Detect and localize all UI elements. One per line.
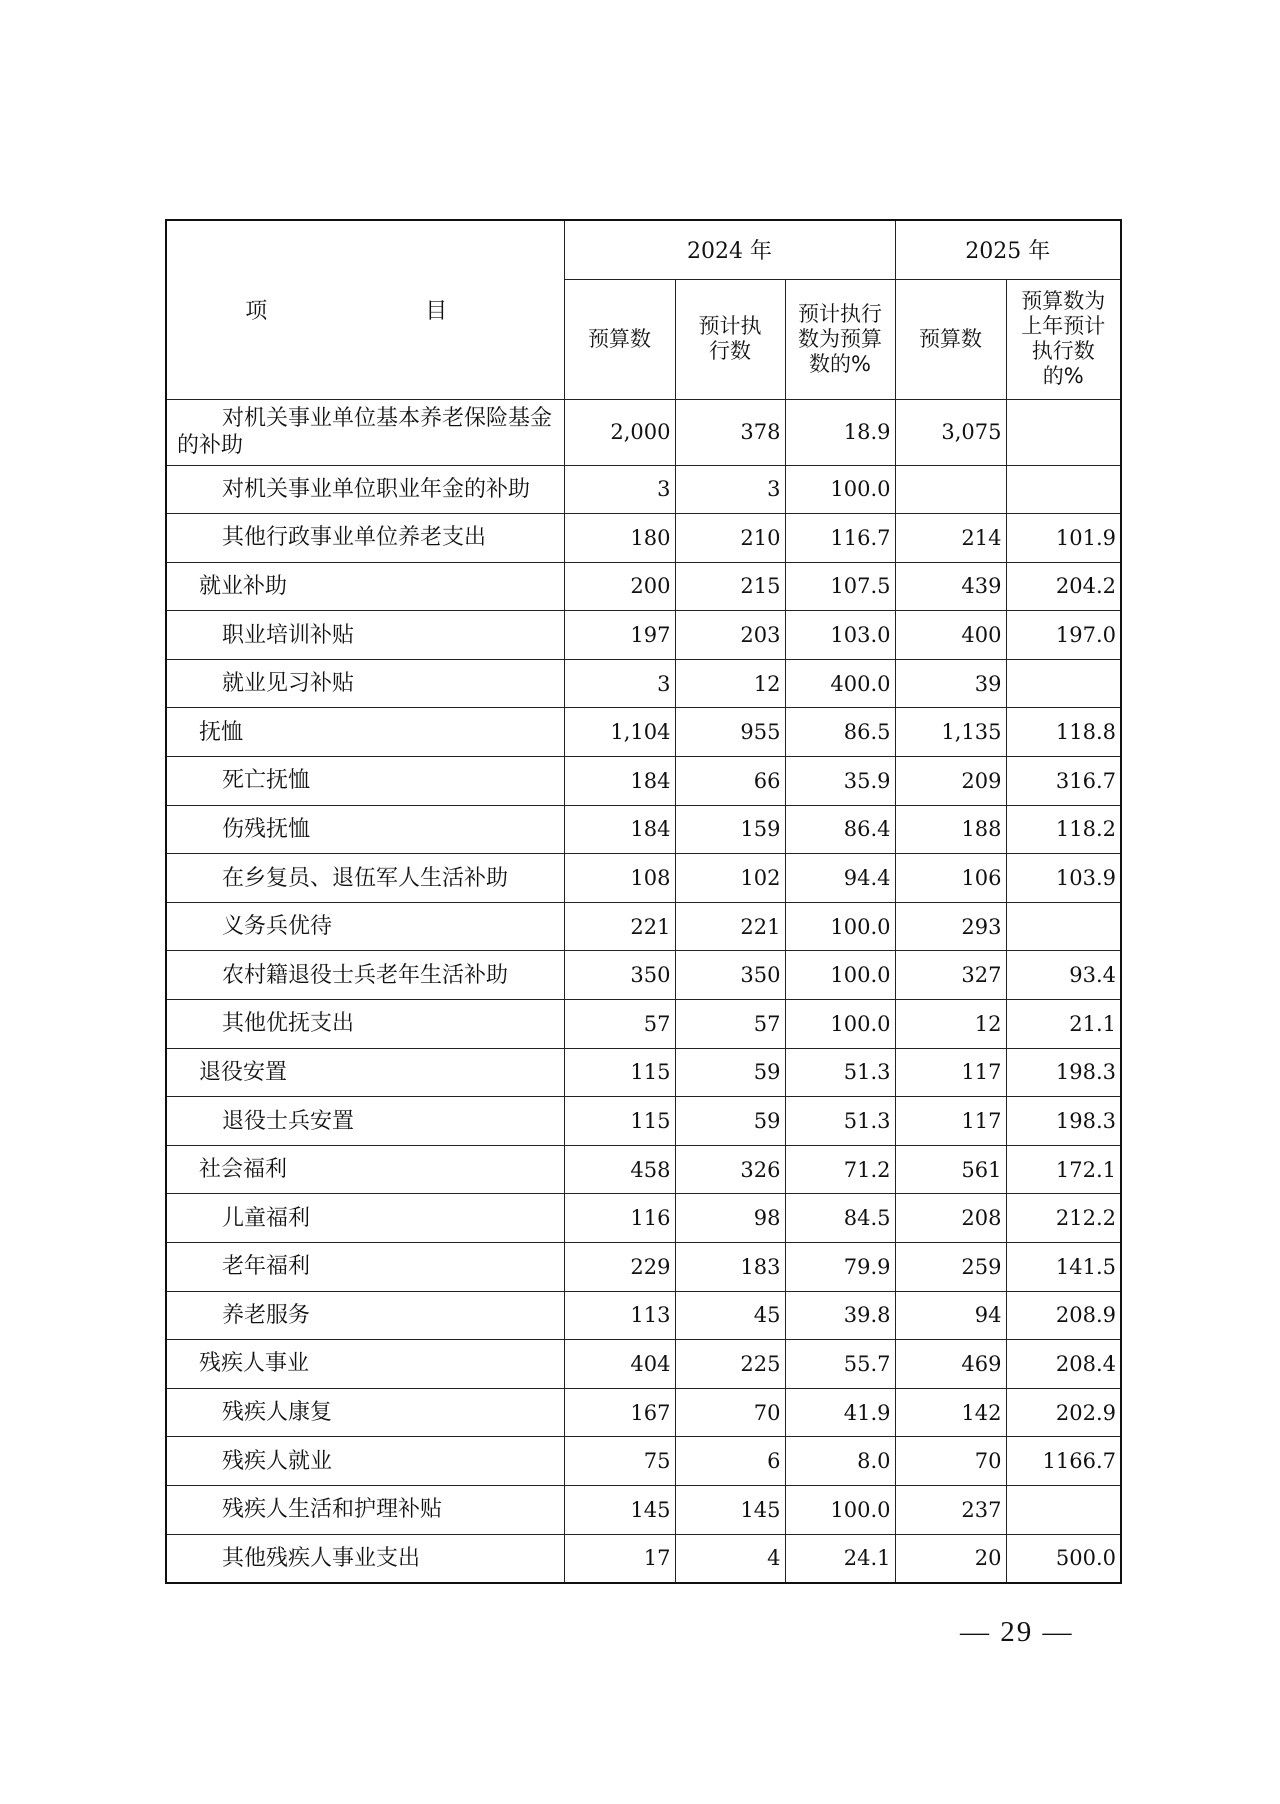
cell-estimated: 45: [675, 1291, 785, 1340]
table-row: [166, 1194, 1121, 1243]
cell-vs-prev: 101.9: [1006, 514, 1121, 563]
cell-exec-pct: 35.9: [785, 757, 895, 806]
row-label: 对机关事业单位基本养老保险基金的补助: [166, 399, 564, 465]
cell-estimated: 12: [675, 659, 785, 708]
item-column-header: 项 目: [166, 220, 564, 399]
cell-vs-prev: [1006, 465, 1121, 514]
cell-estimated: 326: [675, 1145, 785, 1194]
cell-vs-prev: [1006, 902, 1121, 951]
row-label: 农村籍退役士兵老年生活补助: [166, 951, 564, 1000]
cell-exec-pct: 51.3: [785, 1097, 895, 1146]
cell-exec-pct: 55.7: [785, 1340, 895, 1389]
cell-budget-2024: 404: [564, 1340, 675, 1389]
cell-budget-2025: 561: [895, 1145, 1006, 1194]
cell-vs-prev: [1006, 659, 1121, 708]
cell-budget-2024: 184: [564, 805, 675, 854]
cell-estimated: 102: [675, 854, 785, 903]
cell-estimated: 221: [675, 902, 785, 951]
row-label: 死亡抚恤: [166, 757, 564, 806]
row-label: 其他优抚支出: [166, 1000, 564, 1049]
table-row: [166, 1048, 1121, 1097]
row-label: 残疾人生活和护理补贴: [166, 1485, 564, 1534]
row-label: 义务兵优待: [166, 902, 564, 951]
cell-exec-pct: 100.0: [785, 902, 895, 951]
cell-budget-2024: 3: [564, 659, 675, 708]
cell-budget-2025: [895, 465, 1006, 514]
row-label: 其他行政事业单位养老支出: [166, 514, 564, 563]
cell-budget-2025: 70: [895, 1437, 1006, 1486]
cell-vs-prev: 172.1: [1006, 1145, 1121, 1194]
cell-budget-2024: 145: [564, 1485, 675, 1534]
cell-budget-2024: 1,104: [564, 708, 675, 757]
table-row: [166, 854, 1121, 903]
cell-budget-2025: 1,135: [895, 708, 1006, 757]
cell-budget-2025: 237: [895, 1485, 1006, 1534]
cell-budget-2024: 116: [564, 1194, 675, 1243]
row-label: 伤残抚恤: [166, 805, 564, 854]
cell-vs-prev: [1006, 399, 1121, 465]
table-row: [166, 1437, 1121, 1486]
cell-budget-2024: 200: [564, 562, 675, 611]
row-label: 职业培训补贴: [166, 611, 564, 660]
table-row: [166, 1388, 1121, 1437]
cell-exec-pct: 100.0: [785, 1485, 895, 1534]
cell-vs-prev: 202.9: [1006, 1388, 1121, 1437]
cell-estimated: 6: [675, 1437, 785, 1486]
cell-exec-pct: 41.9: [785, 1388, 895, 1437]
cell-vs-prev: 212.2: [1006, 1194, 1121, 1243]
cell-budget-2024: 115: [564, 1048, 675, 1097]
table-row: [166, 1000, 1121, 1049]
cell-estimated: 215: [675, 562, 785, 611]
row-label: 残疾人康复: [166, 1388, 564, 1437]
cell-exec-pct: 86.4: [785, 805, 895, 854]
table-row: [166, 1145, 1121, 1194]
cell-budget-2025: 94: [895, 1291, 1006, 1340]
cell-estimated: 203: [675, 611, 785, 660]
exec-pct-header: 预计执行数为预算数的%: [785, 279, 895, 399]
cell-budget-2024: 17: [564, 1534, 675, 1583]
cell-exec-pct: 71.2: [785, 1145, 895, 1194]
cell-exec-pct: 24.1: [785, 1534, 895, 1583]
table-row: [166, 659, 1121, 708]
cell-estimated: 378: [675, 399, 785, 465]
cell-budget-2024: 57: [564, 1000, 675, 1049]
cell-vs-prev: 204.2: [1006, 562, 1121, 611]
cell-budget-2024: 184: [564, 757, 675, 806]
cell-budget-2025: 400: [895, 611, 1006, 660]
table-row: [166, 951, 1121, 1000]
cell-budget-2024: 197: [564, 611, 675, 660]
cell-exec-pct: 94.4: [785, 854, 895, 903]
cell-estimated: 210: [675, 514, 785, 563]
cell-budget-2025: 259: [895, 1243, 1006, 1292]
cell-budget-2025: 3,075: [895, 399, 1006, 465]
cell-exec-pct: 100.0: [785, 1000, 895, 1049]
cell-estimated: 98: [675, 1194, 785, 1243]
budget-2025-header: 预算数: [895, 279, 1006, 399]
cell-budget-2024: 115: [564, 1097, 675, 1146]
cell-exec-pct: 51.3: [785, 1048, 895, 1097]
table-row: [166, 611, 1121, 660]
cell-vs-prev: 316.7: [1006, 757, 1121, 806]
cell-exec-pct: 107.5: [785, 562, 895, 611]
cell-exec-pct: 18.9: [785, 399, 895, 465]
cell-vs-prev: 1166.7: [1006, 1437, 1121, 1486]
table-row: [166, 465, 1121, 514]
cell-exec-pct: 39.8: [785, 1291, 895, 1340]
year-2025-header: 2025 年: [895, 220, 1121, 279]
cell-vs-prev: 198.3: [1006, 1097, 1121, 1146]
cell-budget-2025: 12: [895, 1000, 1006, 1049]
cell-estimated: 183: [675, 1243, 785, 1292]
cell-estimated: 57: [675, 1000, 785, 1049]
cell-budget-2025: 106: [895, 854, 1006, 903]
cell-budget-2024: 2,000: [564, 399, 675, 465]
cell-budget-2025: 469: [895, 1340, 1006, 1389]
row-label: 养老服务: [166, 1291, 564, 1340]
cell-estimated: 66: [675, 757, 785, 806]
cell-vs-prev: 103.9: [1006, 854, 1121, 903]
cell-budget-2024: 180: [564, 514, 675, 563]
cell-estimated: 59: [675, 1097, 785, 1146]
row-label: 退役士兵安置: [166, 1097, 564, 1146]
table-row: [166, 399, 1121, 465]
table-body: [166, 399, 1121, 1583]
cell-vs-prev: 198.3: [1006, 1048, 1121, 1097]
cell-exec-pct: 86.5: [785, 708, 895, 757]
cell-estimated: 59: [675, 1048, 785, 1097]
row-label: 就业补助: [166, 562, 564, 611]
cell-exec-pct: 79.9: [785, 1243, 895, 1292]
table-row: [166, 1534, 1121, 1583]
row-label: 退役安置: [166, 1048, 564, 1097]
table-row: [166, 514, 1121, 563]
cell-budget-2024: 229: [564, 1243, 675, 1292]
row-label: 其他残疾人事业支出: [166, 1534, 564, 1583]
cell-exec-pct: 84.5: [785, 1194, 895, 1243]
cell-vs-prev: 500.0: [1006, 1534, 1121, 1583]
cell-estimated: 4: [675, 1534, 785, 1583]
table-row: [166, 708, 1121, 757]
row-label: 在乡复员、退伍军人生活补助: [166, 854, 564, 903]
table-row: [166, 1243, 1121, 1292]
cell-budget-2025: 142: [895, 1388, 1006, 1437]
cell-vs-prev: 197.0: [1006, 611, 1121, 660]
table-row: [166, 1340, 1121, 1389]
cell-estimated: 225: [675, 1340, 785, 1389]
budget-2024-header: 预算数: [564, 279, 675, 399]
cell-estimated: 145: [675, 1485, 785, 1534]
estimated-exec-header: 预计执行数: [675, 279, 785, 399]
cell-budget-2025: 214: [895, 514, 1006, 563]
cell-exec-pct: 8.0: [785, 1437, 895, 1486]
table-row: [166, 1485, 1121, 1534]
cell-budget-2024: 113: [564, 1291, 675, 1340]
cell-vs-prev: 118.8: [1006, 708, 1121, 757]
cell-budget-2025: 117: [895, 1097, 1006, 1146]
row-label: 老年福利: [166, 1243, 564, 1292]
cell-estimated: 159: [675, 805, 785, 854]
row-label: 就业见习补贴: [166, 659, 564, 708]
cell-estimated: 70: [675, 1388, 785, 1437]
row-label: 对机关事业单位职业年金的补助: [166, 465, 564, 514]
cell-exec-pct: 400.0: [785, 659, 895, 708]
cell-exec-pct: 100.0: [785, 951, 895, 1000]
cell-budget-2024: 167: [564, 1388, 675, 1437]
table-row: [166, 757, 1121, 806]
budget-table: [165, 219, 1122, 1584]
cell-budget-2025: 209: [895, 757, 1006, 806]
cell-exec-pct: 100.0: [785, 465, 895, 514]
table-row: [166, 562, 1121, 611]
cell-estimated: 350: [675, 951, 785, 1000]
page-number: — 29 —: [960, 1616, 1074, 1648]
cell-vs-prev: 21.1: [1006, 1000, 1121, 1049]
cell-exec-pct: 116.7: [785, 514, 895, 563]
cell-vs-prev: 93.4: [1006, 951, 1121, 1000]
cell-budget-2024: 108: [564, 854, 675, 903]
table-row: [166, 1291, 1121, 1340]
cell-estimated: 955: [675, 708, 785, 757]
table-header: [166, 220, 1121, 399]
cell-budget-2025: 117: [895, 1048, 1006, 1097]
cell-estimated: 3: [675, 465, 785, 514]
cell-budget-2025: 327: [895, 951, 1006, 1000]
cell-budget-2025: 20: [895, 1534, 1006, 1583]
vs-prev-header: 预算数为上年预计执行数的%: [1006, 279, 1121, 399]
cell-budget-2024: 458: [564, 1145, 675, 1194]
cell-exec-pct: 103.0: [785, 611, 895, 660]
cell-budget-2025: 439: [895, 562, 1006, 611]
cell-budget-2025: 208: [895, 1194, 1006, 1243]
year-2024-header: 2024 年: [564, 220, 895, 279]
row-label: 儿童福利: [166, 1194, 564, 1243]
cell-budget-2024: 350: [564, 951, 675, 1000]
cell-vs-prev: 118.2: [1006, 805, 1121, 854]
cell-vs-prev: 208.4: [1006, 1340, 1121, 1389]
cell-budget-2025: 293: [895, 902, 1006, 951]
cell-vs-prev: 208.9: [1006, 1291, 1121, 1340]
row-label: 残疾人事业: [166, 1340, 564, 1389]
cell-budget-2024: 221: [564, 902, 675, 951]
cell-budget-2025: 39: [895, 659, 1006, 708]
cell-vs-prev: [1006, 1485, 1121, 1534]
table-row: [166, 805, 1121, 854]
row-label: 抚恤: [166, 708, 564, 757]
cell-budget-2024: 75: [564, 1437, 675, 1486]
table-row: [166, 1097, 1121, 1146]
table-row: [166, 902, 1121, 951]
cell-vs-prev: 141.5: [1006, 1243, 1121, 1292]
cell-budget-2025: 188: [895, 805, 1006, 854]
row-label: 残疾人就业: [166, 1437, 564, 1486]
cell-budget-2024: 3: [564, 465, 675, 514]
row-label: 社会福利: [166, 1145, 564, 1194]
